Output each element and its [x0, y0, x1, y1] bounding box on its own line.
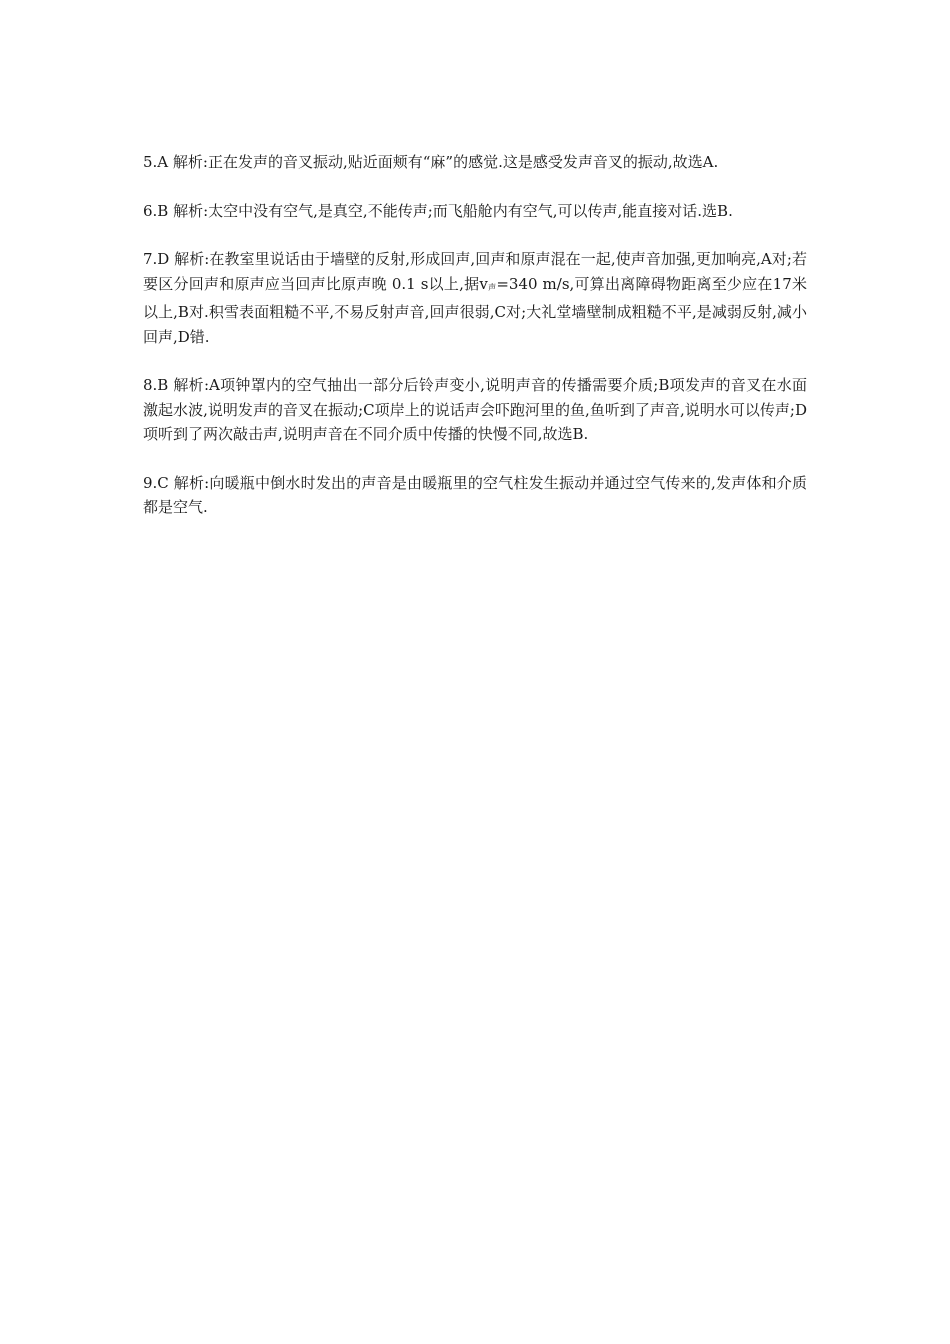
answer-5 — [143, 150, 807, 175]
answer-5-text: 5.A 解析:正在发声的音叉振动,贴近面颊有“麻”的感觉.这是感受发声音叉的振动,故选A. — [143, 153, 719, 171]
answer-list — [143, 150, 807, 544]
answer-8-text: 8.B 解析:A项钟罩内的空气抽出一部分后铃声变小,说明声音的传播需要介质;B项发声的音叉在水面激起水波,说明发声的音叉在振动;C项岸上的说话声会吓跑河里的鱼,鱼听到了声音,说明水可以传声;D项听到了两次敲击声,说明声音在不同介质中传播的快慢不同,故选B. — [143, 376, 807, 443]
answer-9-text: 9.C 解析:向暖瓶中倒水时发出的声音是由暖瓶里的空气柱发生振动并通过空气传来的,发声体和介质都是空气. — [143, 473, 807, 516]
velocity-subscript: 声 — [487, 282, 497, 292]
answer-6-text: 6.B 解析:太空中没有空气,是真空,不能传声;而飞船舱内有空气,可以传声,能直接对话.选B. — [143, 201, 733, 220]
answer-6 — [143, 199, 807, 224]
answer-7-text-after: =340 m/s,可算出离障碍物距离至少应在17米以上,B对.积雪表面粗糙不平,不易反射声音,回声很弱,C对;大礼堂墙壁制成粗糙不平,是减弱反射,减小回声,D错. — [143, 274, 807, 346]
answer-8 — [143, 373, 807, 447]
answer-7 — [143, 247, 807, 349]
answer-7-text-before: 7.D 解析:在教室里说话由于墙壁的反射,形成回声,回声和原声混在一起,使声音加强,更加响亮,A对;若要区分回声和原声应当回声比原声晚 0.1 s以上,据v — [143, 250, 807, 293]
answer-9 — [143, 471, 807, 520]
